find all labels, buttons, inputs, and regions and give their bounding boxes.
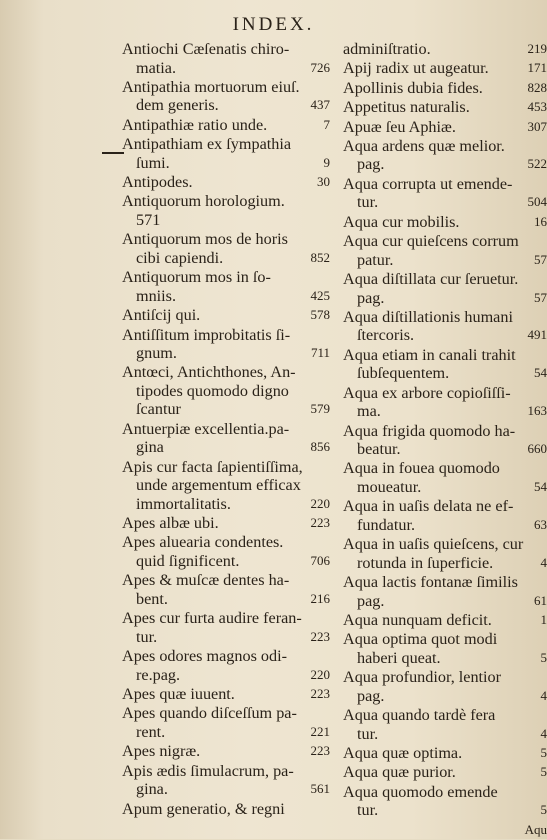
index-entry	[343, 213, 547, 232]
page-number: 5	[535, 763, 547, 782]
entry-text: Antipathiam ex ſympathia	[122, 135, 291, 154]
entry-text: Antiſcij qui.	[122, 306, 200, 325]
entry-text: Aqua nunquam deficit.	[343, 611, 492, 630]
entry-line	[343, 706, 547, 725]
index-entry	[122, 116, 330, 135]
index-entry	[343, 118, 547, 137]
page-number: 660	[522, 440, 547, 459]
entry-line	[343, 270, 547, 289]
entry-text: bent.	[136, 590, 168, 609]
entry-text: immortalitatis.	[136, 495, 231, 514]
index-entry	[343, 573, 547, 610]
entry-line	[122, 762, 330, 781]
running-head: INDEX.	[0, 14, 547, 36]
page-number: 4	[535, 554, 547, 573]
entry-text: pag.	[357, 687, 384, 706]
index-entry	[343, 744, 547, 763]
entry-line	[122, 400, 330, 419]
entry-line	[122, 647, 330, 666]
index-entry	[122, 135, 330, 172]
entry-line	[122, 326, 330, 345]
entry-text: Apes cur furta audire feran-	[122, 609, 302, 628]
entry-text: 571	[136, 211, 160, 230]
index-entry	[343, 668, 547, 705]
index-column-right	[343, 40, 547, 840]
entry-line	[343, 422, 547, 441]
page-number: 57	[528, 289, 547, 308]
entry-text: Antiquorum horologium.	[122, 192, 285, 211]
entry-text: ſumi.	[136, 154, 170, 173]
entry-line	[122, 116, 330, 135]
entry-text: matia.	[136, 59, 176, 78]
page-number: 216	[305, 590, 331, 609]
entry-text: Apuæ ſeu Aphiæ.	[343, 118, 456, 137]
page-number: 171	[522, 59, 547, 78]
entry-text: tur.	[357, 725, 378, 744]
page-number: 437	[305, 96, 331, 115]
entry-text: Apollinis dubia fides.	[343, 79, 483, 98]
entry-line	[343, 592, 547, 611]
page-number: 163	[522, 402, 547, 421]
entry-text: re.pag.	[136, 666, 180, 685]
entry-text: Aqua quando tardè fera	[343, 706, 495, 725]
entry-text: moueatur.	[357, 478, 421, 497]
index-entry	[122, 762, 330, 799]
page-number: 726	[305, 59, 331, 78]
entry-line	[343, 308, 547, 327]
index-entry	[343, 783, 547, 820]
page-number: 578	[305, 306, 331, 325]
index-entry	[122, 800, 330, 819]
entry-text: rotunda in ſuperficie.	[357, 554, 493, 573]
entry-text: adminiſtratio.	[343, 40, 431, 59]
entry-text: tur.	[136, 628, 157, 647]
page-number: 61	[528, 592, 547, 611]
entry-text: Antiquorum mos in ſo-	[122, 268, 271, 287]
index-entry	[343, 630, 547, 667]
page-number: 54	[528, 478, 547, 497]
page-number: 453	[522, 98, 547, 117]
entry-text: Aqua quæ optima.	[343, 744, 462, 763]
entry-line	[122, 420, 330, 439]
entry-line	[343, 668, 547, 687]
page-number: 220	[305, 495, 331, 514]
entry-line	[122, 306, 330, 325]
entry-text: quid ſignificent.	[136, 552, 239, 571]
entry-line	[343, 384, 547, 403]
index-entry	[122, 268, 330, 305]
entry-text: Antœci, Antichthones, An-	[122, 363, 296, 382]
entry-line	[122, 78, 330, 97]
entry-line	[122, 800, 330, 819]
page-number: 63	[528, 516, 547, 535]
entry-line	[343, 289, 547, 308]
entry-text: Aqua corrupta ut emende-	[343, 175, 512, 194]
entry-text: Antiſſitum improbitatis ſi-	[122, 326, 290, 345]
entry-text: gina	[136, 438, 164, 457]
entry-line	[122, 135, 330, 154]
index-entry	[343, 175, 547, 212]
entry-line	[122, 438, 330, 457]
entry-line	[122, 249, 330, 268]
entry-text: Aqua diſtillata cur ſeruetur.	[343, 270, 518, 289]
entry-text: gina.	[136, 780, 168, 799]
entry-line	[343, 573, 547, 592]
entry-text: Aqua in uaſis quieſcens, cur	[343, 535, 523, 554]
entry-line	[122, 173, 330, 192]
index-entry	[122, 230, 330, 267]
entry-line	[343, 98, 547, 117]
entry-line	[343, 649, 547, 668]
entry-text: Apis cur facta ſapientiſſima,	[122, 458, 303, 477]
page-number: 491	[522, 326, 547, 345]
page-number: 307	[522, 118, 547, 137]
entry-text: Apum generatio, & regni	[122, 800, 285, 819]
index-entry	[343, 535, 547, 572]
entry-line	[343, 155, 547, 174]
page-number: 54	[528, 364, 547, 383]
index-entry	[122, 742, 330, 761]
index-entry	[343, 232, 547, 269]
entry-line	[122, 685, 330, 704]
entry-text: Apes aluearia condentes.	[122, 533, 283, 552]
entry-line	[343, 118, 547, 137]
entry-line	[122, 533, 330, 552]
entry-text: Apes & muſcæ dentes ha-	[122, 571, 289, 590]
page-number: 221	[305, 723, 331, 742]
index-entry	[343, 763, 547, 782]
entry-line	[343, 251, 547, 270]
index-entry	[343, 706, 547, 743]
page-number: 223	[305, 685, 331, 704]
entry-text: Antuerpiæ excellentia.pa-	[122, 420, 289, 439]
entry-text: Aqua diſtillationis humani	[343, 308, 513, 327]
page-number: 561	[305, 780, 331, 799]
entry-line	[343, 440, 547, 459]
entry-text: unde argementum efficax	[136, 476, 301, 495]
entry-line	[122, 590, 330, 609]
index-entry	[343, 79, 547, 98]
entry-text: Apes quando diſceſſum pa-	[122, 704, 297, 723]
page-number: 30	[311, 173, 330, 192]
entry-text: Aqua quomodo emende	[343, 783, 498, 802]
page-number: 1	[535, 611, 547, 630]
entry-line	[343, 783, 547, 802]
entry-text: Antiquorum mos de horis	[122, 230, 288, 249]
entry-text: Antiochi Cæſenatis chiro-	[122, 40, 289, 59]
entry-line	[343, 326, 547, 345]
entry-text: gnum.	[136, 344, 177, 363]
entry-line	[343, 59, 547, 78]
margin-dash-mark	[102, 152, 124, 154]
entry-line	[122, 476, 330, 495]
entry-text: Aqua cur mobilis.	[343, 213, 459, 232]
page-number: 711	[305, 344, 330, 363]
index-entry	[343, 40, 547, 59]
page-number: 706	[305, 552, 331, 571]
entry-line	[343, 193, 547, 212]
entry-text: patur.	[357, 251, 393, 270]
index-entry	[343, 422, 547, 459]
entry-line	[343, 801, 547, 820]
entry-line	[343, 137, 547, 156]
entry-text: tur.	[357, 193, 378, 212]
entry-line	[343, 478, 547, 497]
entry-line	[343, 232, 547, 251]
entry-text: mniis.	[136, 287, 176, 306]
index-entry	[122, 514, 330, 533]
entry-line	[122, 514, 330, 533]
page-number: 425	[305, 287, 331, 306]
page-number: 9	[318, 154, 331, 173]
entry-text: dem generis.	[136, 96, 219, 115]
entry-text: ſubſequentem.	[357, 364, 449, 383]
entry-line	[122, 230, 330, 249]
index-entry	[343, 308, 547, 345]
entry-line	[343, 402, 547, 421]
index-entry	[122, 326, 330, 363]
entry-text: haberi queat.	[357, 649, 441, 668]
entry-line	[122, 154, 330, 173]
entry-text: tipodes quomodo digno	[136, 382, 289, 401]
entry-line	[343, 821, 547, 840]
entry-text: Apes odores magnos odi-	[122, 647, 287, 666]
entry-text: Aqua optima quot modi	[343, 630, 497, 649]
entry-text: fundatur.	[357, 516, 415, 535]
entry-line	[343, 687, 547, 706]
page-number: 220	[305, 666, 331, 685]
entry-line	[122, 363, 330, 382]
page-number: 223	[305, 514, 331, 533]
entry-text: Aqua in uaſis delata ne ef-	[343, 497, 513, 516]
entry-text: cibi capiendi.	[136, 249, 223, 268]
entry-line	[122, 59, 330, 78]
page-number: 4	[535, 725, 547, 744]
entry-line	[343, 79, 547, 98]
index-entry	[122, 420, 330, 457]
entry-line	[343, 497, 547, 516]
index-entry	[122, 533, 330, 570]
page-number: 5	[535, 744, 547, 763]
entry-line	[122, 344, 330, 363]
entry-line	[343, 630, 547, 649]
entry-text: Apes nigræ.	[122, 742, 200, 761]
entry-text: ſtercoris.	[357, 326, 414, 345]
entry-line	[122, 704, 330, 723]
entry-line	[122, 192, 330, 211]
page-number: 579	[305, 400, 331, 419]
index-entry	[122, 704, 330, 741]
index-entry	[343, 346, 547, 383]
index-entry	[122, 363, 330, 419]
entry-text: pag.	[357, 155, 384, 174]
index-entry	[343, 98, 547, 117]
entry-line	[122, 40, 330, 59]
entry-text: Aqua etiam in canali trahit	[343, 346, 516, 365]
entry-text: Antipodes.	[122, 173, 193, 192]
entry-text: Aqua cur quieſcens corrum	[343, 232, 519, 251]
page-number: 5	[535, 801, 547, 820]
entry-text: Aqua ex arbore copioſiſſi-	[343, 384, 511, 403]
entry-text: Antipathia mortuorum eiuſ.	[122, 78, 300, 97]
page-number: 856	[305, 438, 331, 457]
entry-line	[122, 552, 330, 571]
index-entry	[343, 59, 547, 78]
index-entry	[122, 40, 330, 77]
page-number: 16	[528, 213, 547, 232]
entry-line	[343, 763, 547, 782]
index-entry	[343, 459, 547, 496]
entry-text: rent.	[136, 723, 165, 742]
index-entry	[122, 192, 330, 229]
entry-line	[122, 742, 330, 761]
entry-text: Aqua quæ purior.	[343, 763, 456, 782]
entry-text: Aqua frigida quomodo ha-	[343, 422, 515, 441]
entry-line	[122, 495, 330, 514]
entry-line	[122, 96, 330, 115]
entry-line	[122, 628, 330, 647]
index-entry	[122, 306, 330, 325]
entry-text: Aqua in fouea quomodo	[343, 459, 500, 478]
page-number: 504	[522, 193, 547, 212]
index-entry	[343, 137, 547, 174]
index-entry	[122, 78, 330, 115]
entry-line	[122, 268, 330, 287]
entry-line	[122, 723, 330, 742]
entry-text: Aqua profundior, lentior	[343, 668, 501, 687]
entry-line	[343, 175, 547, 194]
index-entry	[343, 821, 547, 840]
entry-line	[343, 535, 547, 554]
entry-text: pag.	[357, 289, 384, 308]
entry-line	[122, 609, 330, 628]
page-number: 828	[522, 79, 547, 98]
entry-line	[122, 458, 330, 477]
entry-text: ſcantur	[136, 400, 181, 419]
page-number: 4	[535, 687, 547, 706]
entry-line	[343, 725, 547, 744]
entry-line	[122, 780, 330, 799]
entry-line	[343, 611, 547, 630]
entry-text: tur.	[357, 801, 378, 820]
entry-text: Antipathiæ ratio unde.	[122, 116, 267, 135]
page-number: 5	[535, 649, 547, 668]
index-entry	[122, 458, 330, 514]
entry-text: Apij radix ut augeatur.	[343, 59, 489, 78]
entry-line	[122, 571, 330, 590]
page-number: 522	[522, 155, 547, 174]
page-number: 223	[305, 628, 331, 647]
index-entry	[122, 571, 330, 608]
entry-line	[343, 554, 547, 573]
index-entry	[343, 270, 547, 307]
page-number: 223	[305, 742, 331, 761]
index-entry	[122, 609, 330, 646]
page-number: 219	[522, 40, 547, 59]
page-number: 7	[318, 116, 331, 135]
index-entry	[343, 611, 547, 630]
entry-text: beatur.	[357, 440, 401, 459]
entry-line	[343, 364, 547, 383]
entry-text: Apes quæ iuuent.	[122, 685, 235, 704]
entry-line	[343, 459, 547, 478]
entry-text: pag.	[357, 592, 384, 611]
entry-line	[343, 516, 547, 535]
entry-line	[343, 40, 547, 59]
entry-text: Apes albæ ubi.	[122, 514, 219, 533]
index-entry	[122, 173, 330, 192]
index-entry	[343, 384, 547, 421]
entry-text: Aqua ardens quæ melior.	[343, 137, 505, 156]
entry-line	[122, 287, 330, 306]
page-number: 852	[305, 249, 331, 268]
page-number: 57	[528, 251, 547, 270]
entry-line	[343, 213, 547, 232]
entry-text: Appetitus naturalis.	[343, 98, 470, 117]
entry-line	[122, 666, 330, 685]
entry-text: Aqua lactis fontanæ ſimilis	[343, 573, 518, 592]
entry-line	[343, 346, 547, 365]
index-entry	[122, 685, 330, 704]
page-number: Aqu	[519, 821, 547, 840]
index-entry	[343, 497, 547, 534]
entry-line	[122, 211, 330, 230]
entry-line	[122, 382, 330, 401]
index-entry	[122, 647, 330, 684]
entry-line	[343, 744, 547, 763]
entry-text: Apis ædis ſimulacrum, pa-	[122, 762, 294, 781]
index-column-left	[122, 40, 330, 819]
entry-text: ma.	[357, 402, 381, 421]
